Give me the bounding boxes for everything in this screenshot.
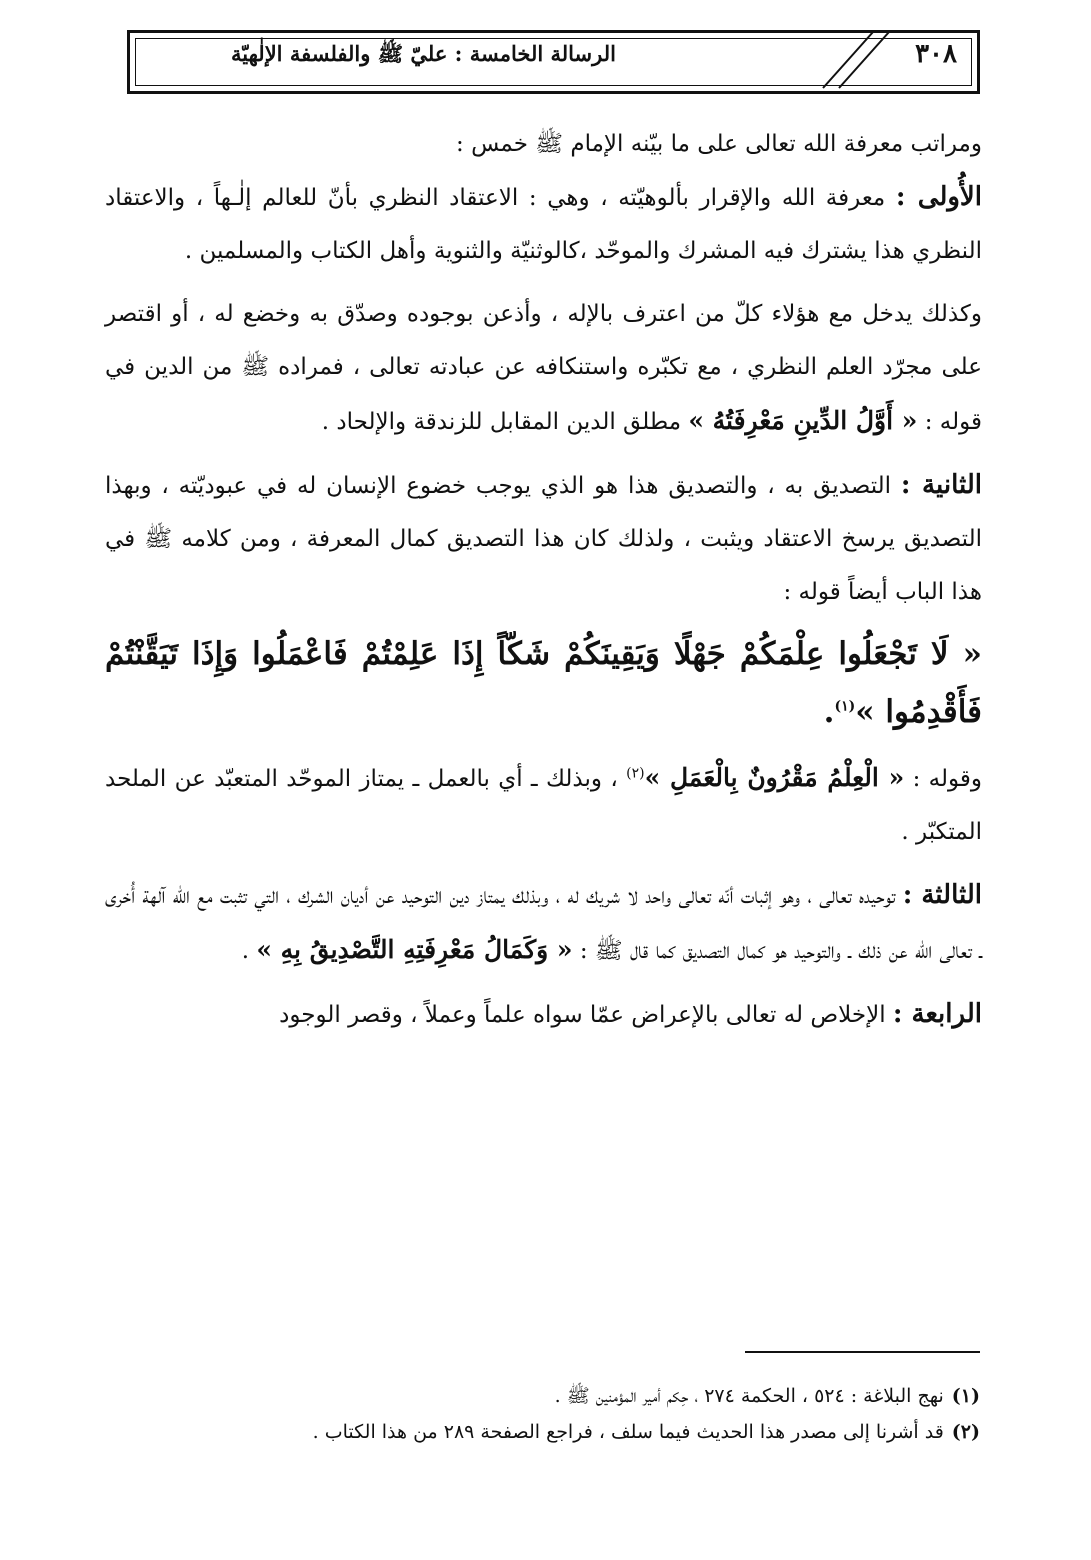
- paragraph-second-level: [105, 459, 982, 619]
- paragraph-third-level: [105, 869, 982, 978]
- page-number: ٣٠٨: [915, 39, 957, 69]
- paragraph-first-continued: [105, 288, 982, 449]
- first-cont-tail: مطلق الدين المقابل للزندقة والإلحاد .: [321, 409, 689, 435]
- header-slash-ornament: [777, 28, 897, 92]
- label-first: الأُولى :: [895, 182, 982, 212]
- big-quote-end: .: [823, 694, 835, 730]
- hadith-quote-perfection: « وَكَمَالُ مَعْرِفَتِهِ التَّصْدِيقُ بِهِ »: [256, 935, 573, 964]
- footnote-1-number: (١): [951, 1385, 980, 1407]
- footnote-separator: [745, 1351, 980, 1353]
- third-text: توحيده تعالى ، وهو إثبات أنّه تعالى واحد لا شريك له ، وبذلك يمتاز دين التوحيد عن أديان الشرك ، التي تثبت مع الله آلهة أُخرى ـ تعالى الله عن ذلك ـ والتوحيد هو كمال التصديق كما قال ﷺ :: [105, 883, 982, 964]
- paragraph-fourth-level: [105, 988, 982, 1042]
- big-quote-text: « لَا تَجْعَلُوا عِلْمَكُمْ جَهْلًا وَيَقِينَكُمْ شَكّاً إِذَا عَلِمْتُمْ فَاعْمَلُوا وَإِذَا تَيَقَّنْتُمْ فَأَقْدِمُوا »: [105, 636, 982, 730]
- hadith-quote-knowledge: [105, 625, 982, 741]
- hadith-quote-first-religion: « أَوَّلُ الدِّينِ مَعْرِفَتُهُ »: [688, 406, 918, 435]
- running-header: [127, 30, 980, 94]
- footnote-2-text: قد أشرنا إلى مصدر هذا الحديث فيما سلف ، فراجع الصفحة ٢٨٩ من هذا الكتاب .: [312, 1421, 944, 1443]
- hadith-quote-knowledge-action: « الْعِلْمُ مَقْرُونٌ بِالْعَمَلِ »: [644, 763, 905, 792]
- footnote-1-text: نهج البلاغة : ٥٢٤ ، الحكمة ٢٧٤ ، حِكم أمير المؤمنين ﷺ .: [554, 1385, 944, 1407]
- fourth-text: الإخلاص له تعالى بالإعراض عمّا سواه علماً وعملاً ، وقصر الوجود: [279, 1002, 893, 1028]
- footnote-2: [150, 1414, 980, 1450]
- third-end: .: [241, 938, 257, 964]
- paragraph-first-level: [105, 171, 982, 278]
- footnote-ref-2[interactable]: (٢): [626, 765, 645, 782]
- first-cont-text: وكذلك يدخل مع هؤلاء كلّ من اعترف بالإله ، وأذعن بوجوده وصدّق به وخضع له ، أو اقتصر على مجرّد العلم النظري ، مع تكبّره واستنكافه عن عبادته تعالى ، فمراده ﷺ من الدين في قوله :: [105, 301, 982, 435]
- body-text: [105, 118, 982, 1042]
- footnote-ref-1[interactable]: (١): [834, 698, 856, 715]
- footnote-2-number: (٢): [951, 1421, 980, 1443]
- second-cont-prefix: وقوله :: [904, 766, 982, 792]
- paragraph-second-continued: [105, 751, 982, 859]
- second-text: التصديق به ، والتصديق هذا هو الذي يوجب خضوع الإنسان له في عبوديّته ، وبهذا التصديق يرسخ الاعتقاد ويثبت ، ولذلك كان هذا التصديق كمال المعرفة ، ومن كلامه ﷺ في هذا الباب أيضاً قوله :: [105, 473, 982, 605]
- first-text: معرفة الله والإقرار بألوهيّته ، وهي : الاعتقاد النظري بأنّ للعالم إلٰـهاً ، والاعتقاد النظري هذا يشترك فيه المشرك والموحّد ،كالوثنيّة والثنوية وأهل الكتاب والمسلمين .: [105, 185, 982, 264]
- label-second: الثانية :: [900, 470, 982, 500]
- footnotes: [150, 1378, 980, 1450]
- label-fourth: الرابعة :: [892, 999, 982, 1029]
- second-cont-text: ، وبذلك ـ أي بالعمل ـ يمتاز الموحّد المتعبّد عن الملحد المتكبّر .: [105, 766, 982, 845]
- intro-paragraph: ومراتب معرفة الله تعالى على ما بيّنه الإمام ﷺ خمس :: [456, 131, 982, 157]
- footnote-1: [150, 1378, 980, 1414]
- label-third: الثالثة :: [902, 880, 982, 910]
- running-title: الرسالة الخامسة : عليّ ﷺ والفلسفة الإلٰهيّة: [231, 41, 616, 66]
